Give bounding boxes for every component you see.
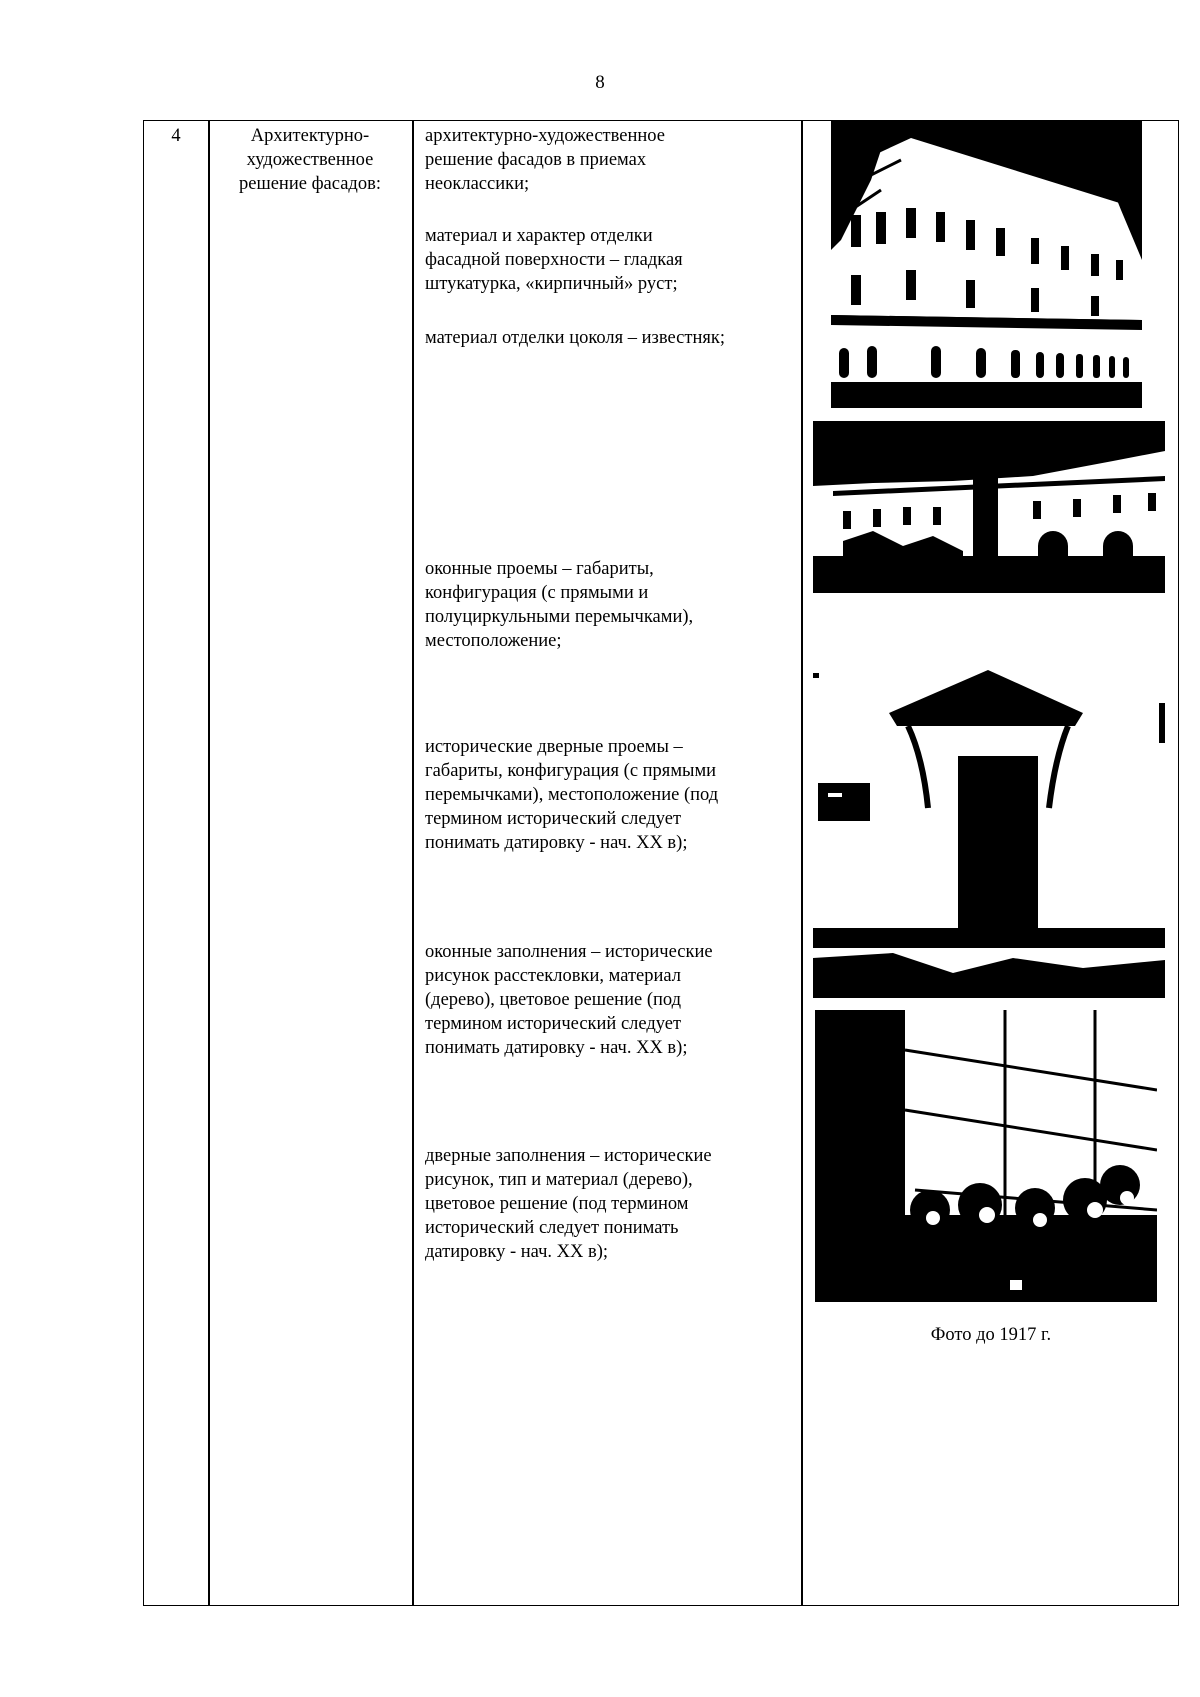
row-number: 4 — [171, 126, 181, 146]
window-openings-text: оконные проемы – габариты, конфигурация (с прямыми и полуциркульными перемычками), местоположение; — [425, 559, 694, 651]
door-fillings-text: дверные заполнения – исторические рисунок, тип и материал (дерево), цветовое решение (под термином исторический следует понимать датировку - нач. XX в); — [425, 1146, 712, 1262]
window-fillings-text: оконные заполнения – исторические рисунок расстекловки, материал (дерево), цветовое решение (под термином исторический следует понимать датировку - нач. XX в); — [425, 942, 713, 1058]
street-facade-photo — [813, 421, 1165, 593]
column-divider — [412, 120, 414, 1606]
door-openings-text: исторические дверные проемы – габариты, конфигурация (с прямыми перемычками), местоположение (под термином исторический следует понимать датировку - нач. XX в); — [425, 737, 719, 853]
row-title: Архитектурно- художественное решение фасадов: — [239, 126, 381, 194]
historic-group-photo — [815, 1010, 1157, 1302]
column-divider — [208, 120, 210, 1606]
page-number: 8 — [595, 72, 605, 93]
column-divider — [801, 120, 803, 1606]
facade-solution-text: архитектурно-художественное решение фасадов в приемах неоклассики; — [425, 126, 665, 194]
photo-caption: Фото до 1917 г. — [930, 1325, 1052, 1345]
entrance-canopy-photo — [813, 668, 1165, 998]
corner-building-photo — [831, 120, 1142, 408]
plinth-finish-text: материал отделки цоколя – известняк; — [425, 328, 725, 348]
surface-finish-text: материал и характер отделки фасадной поверхности – гладкая штукатурка, «кирпичный» руст; — [425, 226, 683, 294]
